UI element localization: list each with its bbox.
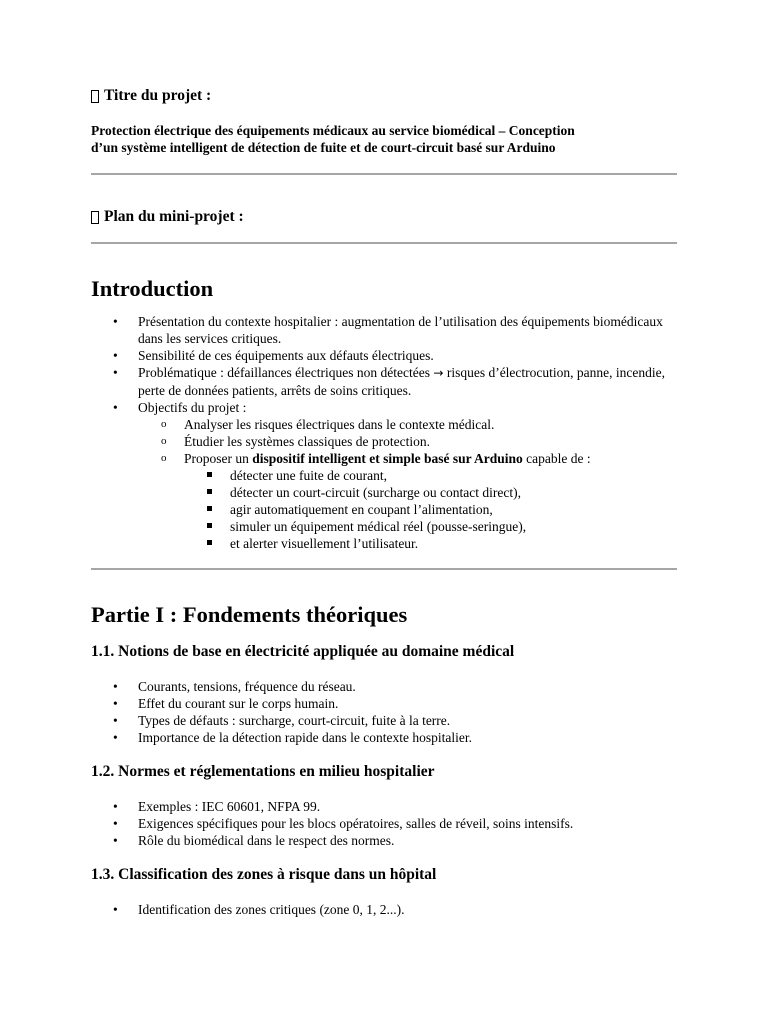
titre-label: Titre du projet : [104, 87, 212, 104]
square-bullet-icon [207, 506, 212, 511]
list-item: o Étudier les systèmes classiques de protection. [161, 434, 430, 449]
plan-label: Plan du mini-projet : [104, 208, 244, 225]
list-item: • Identification des zones critiques (zone 0, 1, 2...). [113, 902, 405, 917]
list-item: • Rôle du biomédical dans le respect des normes. [113, 833, 395, 848]
circle-marker: o [161, 418, 167, 430]
bullet-marker: • [113, 816, 118, 831]
list-item: • Effet du courant sur le corps humain. [113, 696, 339, 711]
section-1-1-title: 1.1. Notions de base en électricité appliquée au domaine médical [91, 643, 515, 660]
list-item: • Sensibilité de ces équipements aux défauts électriques. [113, 348, 434, 363]
section-1-2-title: 1.2. Normes et réglementations en milieu hospitalier [91, 763, 435, 780]
bullet-marker: • [113, 400, 118, 415]
project-title [91, 122, 677, 156]
tofu-glyph-icon [91, 90, 99, 103]
section-1-1-list [91, 678, 677, 746]
horizontal-rule [91, 173, 677, 175]
list-item: • Objectifs du projet : o Analyser les risques électriques dans le contexte médical. o Étudier les systèmes classiques de protection. o Proposer un dispositif intelligent et simple basé sur Arduino capable de : détecter une fuite de courant, détecter un court-circuit (surcharge ou contact direct), agir automatiquement en coupant l’alimentation, simuler un équipement médical réel (pousse-seringue), et alerter visuellement l’utilisateur. [91, 399, 677, 552]
bullet-marker: • [113, 696, 118, 711]
plan-heading [91, 207, 677, 227]
bullet-marker: • [113, 799, 118, 814]
bullet-marker: • [113, 902, 118, 917]
capabilities-list [184, 467, 677, 552]
list-item: détecter une fuite de courant, [184, 467, 677, 484]
bullet-marker: • [113, 348, 118, 363]
section-1-2-list [91, 798, 677, 849]
bullet-marker: • [113, 314, 118, 329]
square-bullet-icon [207, 472, 212, 477]
circle-marker: o [161, 452, 167, 464]
document-content [91, 86, 677, 918]
list-item: • Problématique : défaillances électriques non détectées → risques d’électrocution, panne, incendie, perte de données patients, arrêts de soins critiques. [113, 365, 665, 398]
introduction-list [91, 313, 677, 552]
list-item: o Proposer un dispositif intelligent et simple basé sur Arduino capable de : détecter une fuite de courant, détecter un court-circuit (surcharge ou contact direct), agir automatiquement en coupant l’alimentation, simuler un équipement médical réel (pousse-seringue), et alerter visuellement l’utilisateur. [138, 450, 677, 552]
bullet-marker: • [113, 365, 118, 380]
partie1-heading: Partie I : Fondements théoriques [91, 602, 408, 627]
list-item: • Présentation du contexte hospitalier : augmentation de l’utilisation des équipements biomédicaux dans les services critiques. [113, 314, 663, 346]
square-bullet-icon [207, 489, 212, 494]
tofu-glyph-icon [91, 211, 99, 224]
introduction-heading: Introduction [91, 276, 214, 301]
list-item: • Courants, tensions, fréquence du réseau. [113, 679, 356, 694]
list-item: • Exigences spécifiques pour les blocs opératoires, salles de réveil, soins intensifs. [113, 816, 574, 831]
bullet-marker: • [113, 713, 118, 728]
square-bullet-icon [207, 523, 212, 528]
list-item: • Types de défauts : surcharge, court-circuit, fuite à la terre. [113, 713, 451, 728]
bullet-marker: • [113, 833, 118, 848]
section-1-3-title: 1.3. Classification des zones à risque dans un hôpital [91, 866, 437, 883]
list-item: o Analyser les risques électriques dans le contexte médical. [161, 417, 495, 432]
list-item: détecter un court-circuit (surcharge ou contact direct), [184, 484, 677, 501]
list-item: • Exemples : IEC 60601, NFPA 99. [113, 799, 321, 814]
square-bullet-icon [207, 540, 212, 545]
list-item: simuler un équipement médical réel (pousse-seringue), [184, 518, 677, 535]
objectifs-list [138, 416, 677, 552]
section-1-3-list [91, 901, 677, 918]
project-title-line-1: Protection électrique des équipements médicaux au service biomédical – Conception [91, 123, 575, 138]
horizontal-rule [91, 568, 677, 570]
bullet-marker: • [113, 679, 118, 694]
circle-marker: o [161, 435, 167, 447]
project-title-line-2: d’un système intelligent de détection de fuite et de court-circuit basé sur Arduino [91, 140, 556, 155]
list-item: agir automatiquement en coupant l’alimentation, [184, 501, 677, 518]
list-item: • Importance de la détection rapide dans le contexte hospitalier. [113, 730, 472, 745]
right-arrow-icon: → [433, 366, 444, 380]
titre-heading [91, 86, 677, 106]
list-item: et alerter visuellement l’utilisateur. [184, 535, 677, 552]
horizontal-rule [91, 242, 677, 244]
bullet-marker: • [113, 730, 118, 745]
